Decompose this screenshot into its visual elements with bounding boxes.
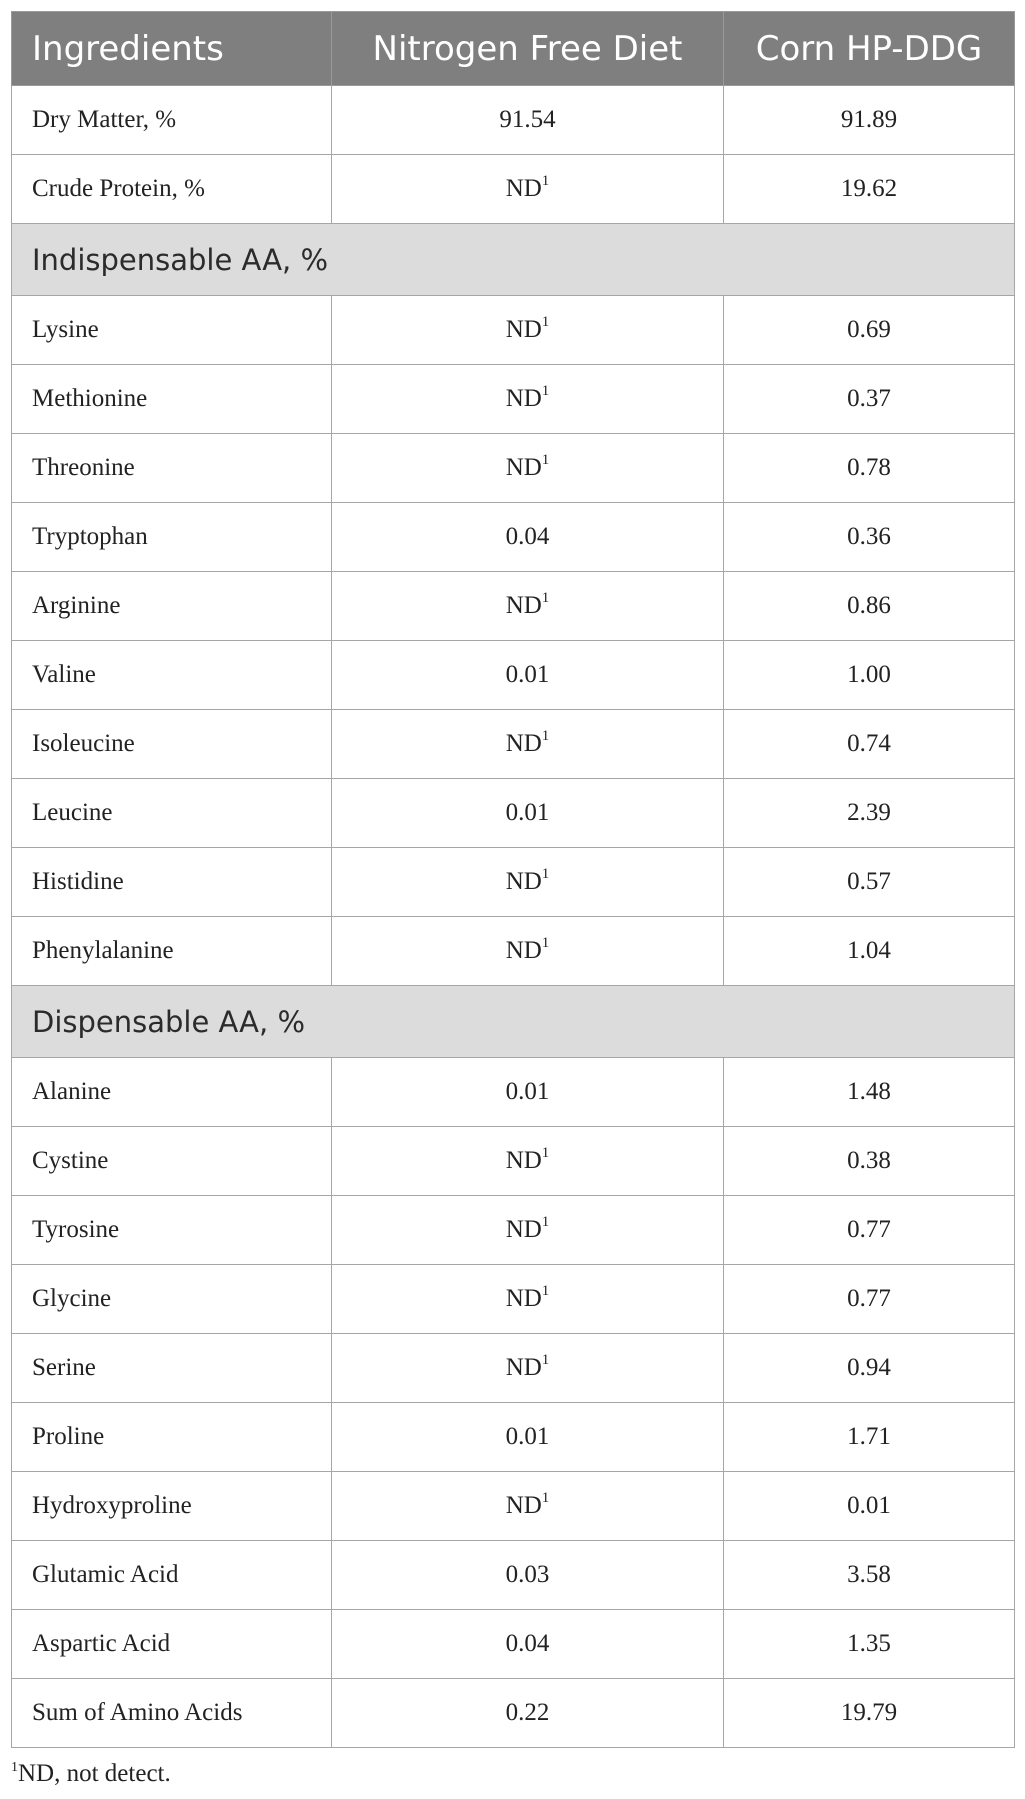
corn-hp-ddg-value xyxy=(724,1127,1015,1196)
corn-hp-ddg-value-text: 0.57 xyxy=(847,868,891,895)
nitrogen-free-diet-value xyxy=(332,1196,724,1265)
nitrogen-free-diet-value xyxy=(332,641,724,710)
footnote-ref: 1 xyxy=(541,452,550,468)
nitrogen-free-diet-value xyxy=(332,1610,724,1679)
ingredient-name-text: Tyrosine xyxy=(32,1216,120,1243)
ingredient-name-text: Glutamic Acid xyxy=(32,1561,179,1588)
table-row xyxy=(12,1334,1015,1403)
nitrogen-free-diet-value xyxy=(332,710,724,779)
nitrogen-free-diet-value-text: 0.01 xyxy=(505,661,550,688)
corn-hp-ddg-value xyxy=(724,1610,1015,1679)
nitrogen-free-diet-value xyxy=(332,1403,724,1472)
ingredient-name-text: Leucine xyxy=(32,799,113,826)
corn-hp-ddg-value xyxy=(724,641,1015,710)
table-row xyxy=(12,1058,1015,1127)
ingredient-name xyxy=(12,155,332,224)
corn-hp-ddg-value xyxy=(724,1265,1015,1334)
nitrogen-free-diet-value xyxy=(332,86,724,155)
corn-hp-ddg-value-text: 3.58 xyxy=(847,1561,891,1588)
ingredient-name xyxy=(12,1058,332,1127)
corn-hp-ddg-value-text: 1.35 xyxy=(847,1630,891,1657)
corn-hp-ddg-value xyxy=(724,365,1015,434)
table-row xyxy=(12,296,1015,365)
corn-hp-ddg-value-text: 0.86 xyxy=(847,592,891,619)
footnote-ref: 1 xyxy=(541,1283,550,1299)
ingredient-name xyxy=(12,641,332,710)
ingredient-name xyxy=(12,1127,332,1196)
table-row xyxy=(12,779,1015,848)
table-row xyxy=(12,641,1015,710)
corn-hp-ddg-value-text: 0.36 xyxy=(847,523,891,550)
nitrogen-free-diet-value xyxy=(332,503,724,572)
corn-hp-ddg-value-text: 0.94 xyxy=(847,1354,891,1381)
ingredient-name-text: Arginine xyxy=(32,592,121,619)
footnote-ref: 1 xyxy=(541,935,550,951)
nitrogen-free-diet-value-text: ND xyxy=(505,1147,542,1174)
corn-hp-ddg-value xyxy=(724,155,1015,224)
ingredient-name-text: Sum of Amino Acids xyxy=(32,1699,243,1726)
section-title: Indispensable AA, % xyxy=(12,224,1015,296)
corn-hp-ddg-value-text: 0.78 xyxy=(847,454,891,481)
table-row xyxy=(12,1265,1015,1334)
nitrogen-free-diet-value xyxy=(332,434,724,503)
footnote-ref: 1 xyxy=(541,1352,550,1368)
corn-hp-ddg-value-text: 0.77 xyxy=(847,1216,891,1243)
footnote-text: ND, not detect. xyxy=(18,1760,171,1787)
corn-hp-ddg-value-text: 0.69 xyxy=(847,316,891,343)
nitrogen-free-diet-value xyxy=(332,779,724,848)
nitrogen-free-diet-value-text: ND xyxy=(505,730,542,757)
nitrogen-free-diet-value xyxy=(332,1679,724,1748)
table-row xyxy=(12,710,1015,779)
ingredient-name-text: Lysine xyxy=(32,316,99,343)
ingredient-name xyxy=(12,86,332,155)
footnote xyxy=(11,1760,171,1788)
table-row xyxy=(12,1196,1015,1265)
footnote-ref: 1 xyxy=(541,1214,550,1230)
nitrogen-free-diet-value-text: 0.04 xyxy=(505,1630,550,1657)
ingredient-name-text: Alanine xyxy=(32,1078,112,1105)
nitrogen-free-diet-value-text: 0.03 xyxy=(505,1561,550,1588)
nitrogen-free-diet-value xyxy=(332,155,724,224)
nitrogen-free-diet-value-text: 91.54 xyxy=(499,106,556,133)
ingredient-name xyxy=(12,848,332,917)
nitrogen-free-diet-value xyxy=(332,365,724,434)
ingredient-name xyxy=(12,1403,332,1472)
footnote-ref: 1 xyxy=(541,1145,550,1161)
nitrogen-free-diet-value-text: ND xyxy=(505,454,542,481)
nitrogen-free-diet-value-text: 0.01 xyxy=(505,1078,550,1105)
ingredient-name-text: Methionine xyxy=(32,385,148,412)
header-ingredients: Ingredients xyxy=(12,12,332,86)
nitrogen-free-diet-value-text: 0.01 xyxy=(505,1423,550,1450)
nitrogen-free-diet-value-text: ND xyxy=(505,1216,542,1243)
ingredient-name xyxy=(12,1334,332,1403)
corn-hp-ddg-value-text: 2.39 xyxy=(847,799,891,826)
ingredient-name xyxy=(12,572,332,641)
footnote-ref: 1 xyxy=(541,728,550,744)
nitrogen-free-diet-value xyxy=(332,1541,724,1610)
table-row xyxy=(12,86,1015,155)
corn-hp-ddg-value xyxy=(724,710,1015,779)
ingredient-name-text: Crude Protein, % xyxy=(32,175,205,202)
table-row xyxy=(12,917,1015,986)
nitrogen-free-diet-value-text: ND xyxy=(505,868,542,895)
ingredient-name-text: Valine xyxy=(32,661,96,688)
nitrogen-free-diet-value-text: 0.22 xyxy=(505,1699,550,1726)
corn-hp-ddg-value xyxy=(724,917,1015,986)
ingredient-name-text: Dry Matter, % xyxy=(32,106,177,133)
table-row xyxy=(12,1610,1015,1679)
footnote-ref: 1 xyxy=(541,1490,550,1506)
ingredient-name xyxy=(12,1610,332,1679)
corn-hp-ddg-value xyxy=(724,1472,1015,1541)
ingredient-name-text: Cystine xyxy=(32,1147,109,1174)
footnote-ref: 1 xyxy=(541,173,550,189)
ingredient-name-text: Threonine xyxy=(32,454,135,481)
table-row xyxy=(12,503,1015,572)
ingredient-name xyxy=(12,1196,332,1265)
section-header-row xyxy=(12,986,1015,1058)
nitrogen-free-diet-value-text: ND xyxy=(505,385,542,412)
ingredient-name xyxy=(12,1472,332,1541)
corn-hp-ddg-value xyxy=(724,848,1015,917)
ingredient-name xyxy=(12,917,332,986)
ingredient-name-text: Aspartic Acid xyxy=(32,1630,171,1657)
nitrogen-free-diet-value-text: ND xyxy=(505,592,542,619)
corn-hp-ddg-value-text: 0.38 xyxy=(847,1147,891,1174)
nitrogen-free-diet-value-text: ND xyxy=(505,175,542,202)
ingredient-name-text: Serine xyxy=(32,1354,96,1381)
corn-hp-ddg-value xyxy=(724,1679,1015,1748)
ingredient-name xyxy=(12,1541,332,1610)
corn-hp-ddg-value xyxy=(724,1403,1015,1472)
corn-hp-ddg-value-text: 1.48 xyxy=(847,1078,891,1105)
nitrogen-free-diet-value xyxy=(332,572,724,641)
corn-hp-ddg-value xyxy=(724,86,1015,155)
ingredient-name-text: Histidine xyxy=(32,868,124,895)
table-row xyxy=(12,572,1015,641)
nitrogen-free-diet-value-text: ND xyxy=(505,1492,542,1519)
corn-hp-ddg-value-text: 1.00 xyxy=(847,661,891,688)
nitrogen-free-diet-value-text: ND xyxy=(505,316,542,343)
nitrogen-free-diet-value-text: ND xyxy=(505,937,542,964)
corn-hp-ddg-value-text: 0.01 xyxy=(847,1492,891,1519)
ingredient-name xyxy=(12,710,332,779)
amino-acid-table-container xyxy=(11,11,1014,1748)
ingredient-name-text: Tryptophan xyxy=(32,523,148,550)
corn-hp-ddg-value xyxy=(724,503,1015,572)
nitrogen-free-diet-value xyxy=(332,1058,724,1127)
corn-hp-ddg-value xyxy=(724,434,1015,503)
corn-hp-ddg-value-text: 1.04 xyxy=(847,937,891,964)
corn-hp-ddg-value xyxy=(724,572,1015,641)
ingredient-name xyxy=(12,365,332,434)
corn-hp-ddg-value xyxy=(724,779,1015,848)
section-title: Dispensable AA, % xyxy=(12,986,1015,1058)
corn-hp-ddg-value-text: 19.79 xyxy=(840,1699,898,1726)
nitrogen-free-diet-value xyxy=(332,296,724,365)
footnote-ref: 1 xyxy=(541,590,550,606)
footnote-ref: 1 xyxy=(541,314,550,330)
ingredient-name xyxy=(12,503,332,572)
ingredient-name-text: Isoleucine xyxy=(32,730,135,757)
table-row xyxy=(12,1679,1015,1748)
ingredient-name xyxy=(12,434,332,503)
nitrogen-free-diet-value xyxy=(332,1127,724,1196)
nitrogen-free-diet-value xyxy=(332,917,724,986)
header-nitrogen-free-diet: Nitrogen Free Diet xyxy=(332,12,724,86)
ingredient-name-text: Proline xyxy=(32,1423,105,1450)
footnote-ref: 1 xyxy=(541,383,550,399)
ingredient-name xyxy=(12,779,332,848)
corn-hp-ddg-value-text: 0.74 xyxy=(847,730,891,757)
footnote-ref: 1 xyxy=(541,866,550,882)
footnote-marker: 1 xyxy=(11,1760,18,1775)
table-row xyxy=(12,1403,1015,1472)
amino-acid-table xyxy=(11,11,1015,1748)
corn-hp-ddg-value-text: 0.37 xyxy=(847,385,891,412)
corn-hp-ddg-value-text: 0.77 xyxy=(847,1285,891,1312)
nitrogen-free-diet-value-text: ND xyxy=(505,1354,542,1381)
nitrogen-free-diet-value-text: 0.01 xyxy=(505,799,550,826)
nitrogen-free-diet-value-text: 0.04 xyxy=(505,523,550,550)
table-body xyxy=(12,86,1015,1748)
table-row xyxy=(12,365,1015,434)
corn-hp-ddg-value xyxy=(724,1196,1015,1265)
ingredient-name-text: Hydroxyproline xyxy=(32,1492,192,1519)
table-header-row xyxy=(12,12,1015,86)
table-row xyxy=(12,848,1015,917)
header-corn-hp-ddg: Corn HP-DDG xyxy=(724,12,1015,86)
corn-hp-ddg-value xyxy=(724,1058,1015,1127)
nitrogen-free-diet-value xyxy=(332,1265,724,1334)
nitrogen-free-diet-value xyxy=(332,848,724,917)
nitrogen-free-diet-value-text: ND xyxy=(505,1285,542,1312)
nitrogen-free-diet-value xyxy=(332,1334,724,1403)
ingredient-name-text: Glycine xyxy=(32,1285,112,1312)
nitrogen-free-diet-value xyxy=(332,1472,724,1541)
ingredient-name-text: Phenylalanine xyxy=(32,937,174,964)
table-row xyxy=(12,1541,1015,1610)
table-row xyxy=(12,434,1015,503)
corn-hp-ddg-value xyxy=(724,296,1015,365)
ingredient-name xyxy=(12,296,332,365)
corn-hp-ddg-value-text: 1.71 xyxy=(847,1423,891,1450)
ingredient-name xyxy=(12,1679,332,1748)
corn-hp-ddg-value xyxy=(724,1541,1015,1610)
corn-hp-ddg-value xyxy=(724,1334,1015,1403)
ingredient-name xyxy=(12,1265,332,1334)
table-row xyxy=(12,155,1015,224)
corn-hp-ddg-value-text: 91.89 xyxy=(840,106,898,133)
section-header-row xyxy=(12,224,1015,296)
corn-hp-ddg-value-text: 19.62 xyxy=(840,175,898,202)
table-row xyxy=(12,1127,1015,1196)
table-row xyxy=(12,1472,1015,1541)
